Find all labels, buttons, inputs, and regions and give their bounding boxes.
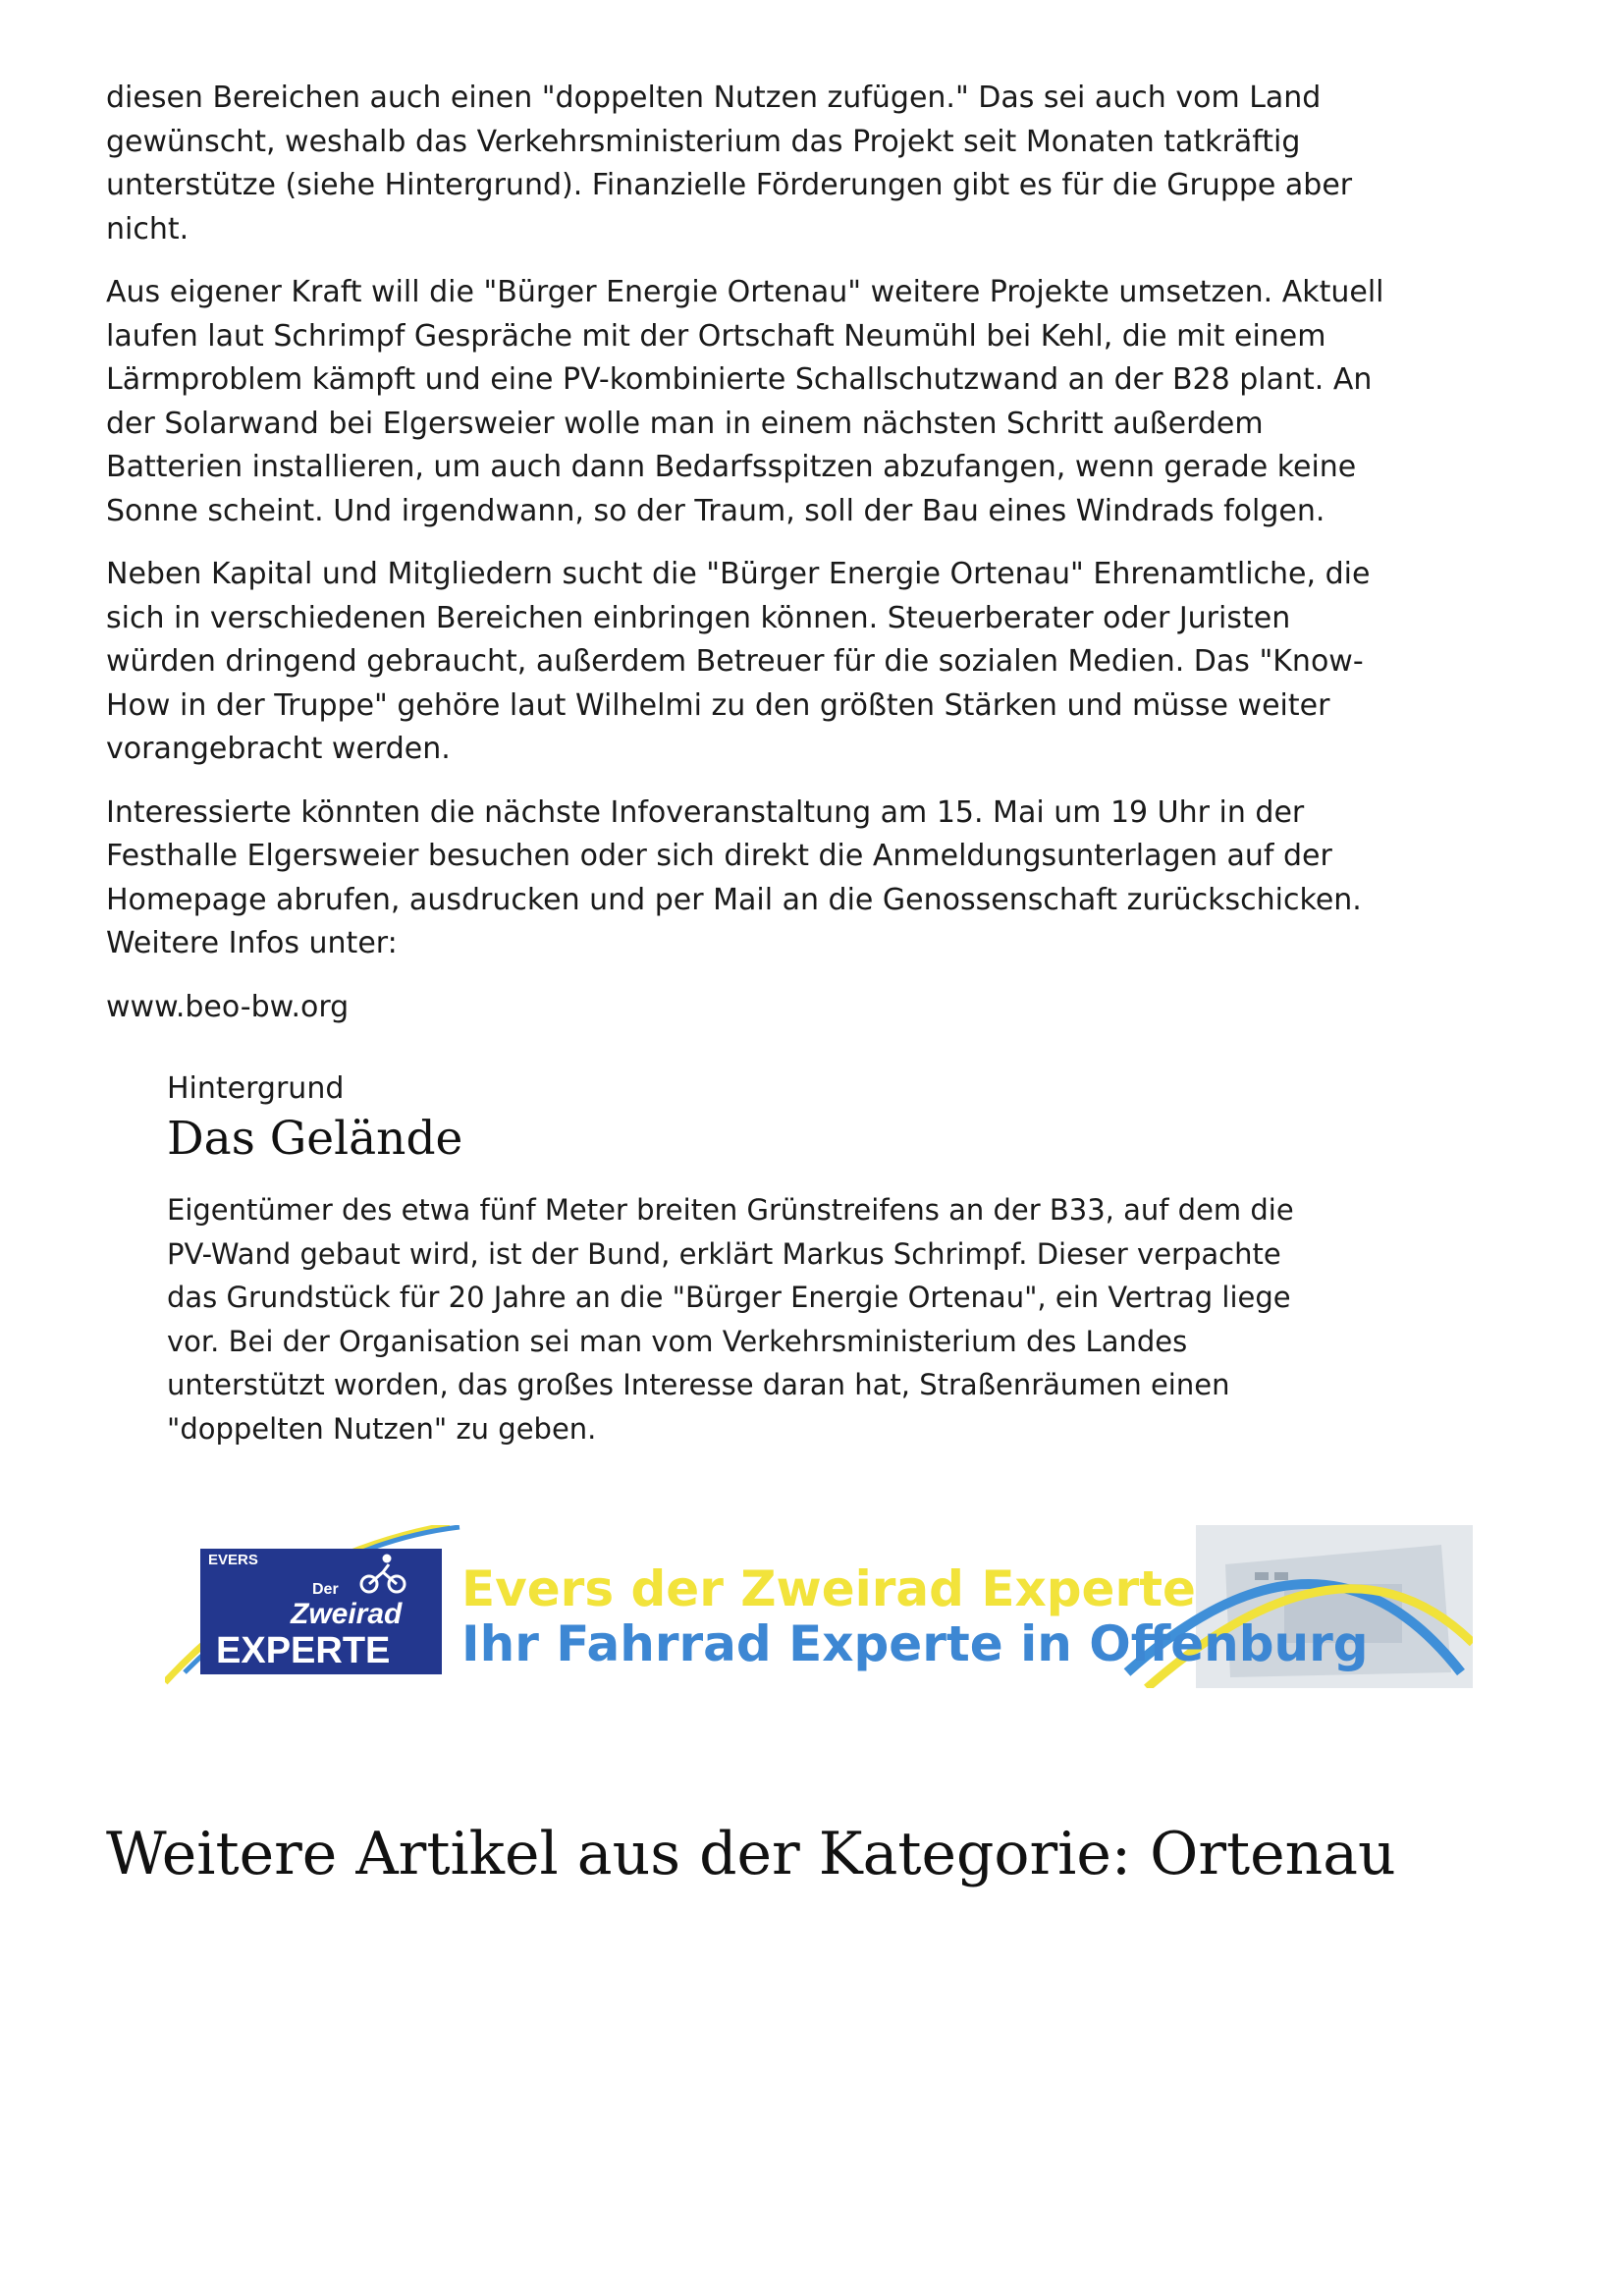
article-paragraph: Aus eigener Kraft will die "Bürger Energie Ortenau" weitere Projekte umsetzen. Aktuell laufen laut Schrimpf Gespräche mit der Ortschaft Neumühl bei Kehl, die mit einem Lärmproblem kämpft und eine PV-kombinierte Schallschutzwand an der B28 plant. An der Solarwand bei Elgersweier wolle man in einem nächsten Schritt außerdem Batterien installieren, um auch dann Bedarfsspitzen abzufangen, wenn gerade keine Sonne scheint. Und irgendwann, so der Traum, soll der Bau eines Windrads folgen. <box>106 275 1384 528</box>
logo-experte: EXPERTE <box>216 1630 391 1671</box>
logo-evers: EVERS <box>208 1552 258 1568</box>
box-title: Das Gelände <box>167 1112 463 1166</box>
background-box <box>167 1070 1325 1450</box>
box-body: Eigentümer des etwa fünf Meter breiten Grünstreifens an der B33, auf dem die PV-Wand gebaut wird, ist der Bund, erklärt Markus Schrimpf. Dieser verpachte das Grundstück für 20 Jahre an die "Bürger Energie Ortenau", ein Vertrag liege vor. Bei der Organisation sei man vom Verkehrsministerium des Landes unterstützt worden, das großes Interesse daran hat, Straßenräumen einen "doppelten Nutzen" zu geben. <box>167 1193 1294 1446</box>
article-paragraph: Interessierte könnten die nächste Infoveranstaltung am 15. Mai um 19 Uhr in der Festhalle Elgersweier besuchen oder sich direkt die Anmeldungsunterlagen auf der Homepage abrufen, ausdrucken und per Mail an die Genossenschaft zurückschicken. Weitere Infos unter: <box>106 794 1362 960</box>
article-paragraph: Neben Kapital und Mitgliedern sucht die "Bürger Energie Ortenau" Ehrenamtliche, die sich in verschiedenen Bereichen einbringen können. Steuerberater oder Juristen würden dringend gebraucht, außerdem Betreuer für die sozialen Medien. Das "Know-How in der Truppe" gehöre laut Wilhelmi zu den größten Stärken und müsse weiter vorangebracht werden. <box>106 557 1371 766</box>
ad-banner[interactable] <box>165 1525 1473 1688</box>
website-link[interactable]: www.beo-bw.org <box>106 989 350 1024</box>
article-body <box>106 77 1402 1049</box>
ad-subline: Ihr Fahrrad Experte in Offenburg <box>461 1615 1369 1672</box>
box-kicker: Hintergrund <box>167 1071 345 1106</box>
ad-headline: Evers der Zweirad Experte <box>461 1560 1196 1617</box>
more-articles-heading: Weitere Artikel aus der Kategorie: Ortenau <box>106 1820 1396 1888</box>
ad-graphic <box>165 1525 1473 1688</box>
logo-zweirad: Zweirad <box>291 1598 403 1630</box>
logo-der: Der <box>312 1581 339 1598</box>
article-paragraph: diesen Bereichen auch einen "doppelten Nutzen zufügen." Das sei auch vom Land gewünscht, weshalb das Verkehrsministerium das Projekt seit Monaten tatkräftig unterstütze (siehe Hintergrund). Finanzielle Förderungen gibt es für die Gruppe aber nicht. <box>106 81 1353 246</box>
